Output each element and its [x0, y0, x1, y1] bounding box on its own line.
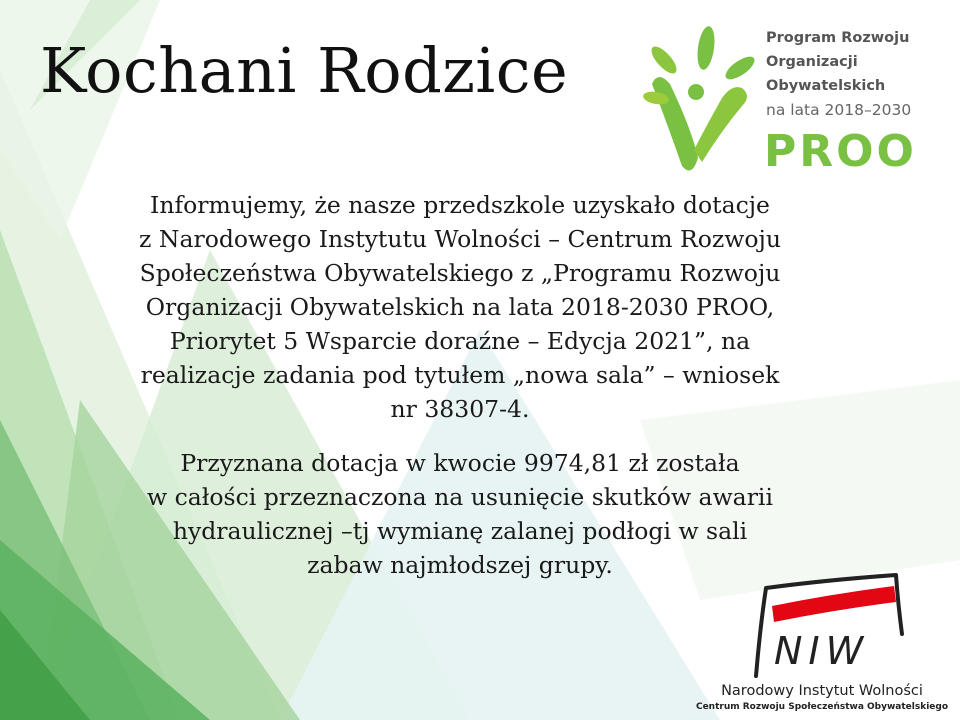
paragraph-1-line: Społeczeństwa Obywatelskiego z „Programu Rozwoju [139, 259, 781, 287]
niw-caption-main: Narodowy Instytut Wolności [721, 683, 923, 699]
paragraph-1-line: z Narodowego Instytutu Wolności – Centrum Rozwoju [139, 225, 781, 253]
paragraph-2-line: Przyznana dotacja w kwocie 9974,81 zł została [180, 449, 740, 477]
paragraph-1-line: Organizacji Obywatelskich na lata 2018-2030 PROO, [145, 293, 775, 321]
page-title: Kochani Rodzice [40, 34, 569, 107]
paragraph-1-line: realizacje zadania pod tytułem „nowa sala” – wniosek [140, 361, 780, 389]
proo-logo-word: PROO [764, 126, 917, 177]
green-flower-logo-icon [636, 26, 756, 176]
proo-logo-line-2: Organizacji [766, 54, 858, 70]
proo-logo-line-4: na lata 2018–2030 [766, 101, 912, 119]
paragraph-1-line: Priorytet 5 Wsparcie doraźne – Edycja 2021”, na [169, 327, 751, 355]
paragraph-2-line: zabaw najmłodszej grupy. [307, 551, 613, 579]
announcement-paragraph-2 [30, 446, 890, 582]
announcement-paragraph-1 [30, 188, 890, 426]
paragraph-2-line: w całości przeznaczona na usunięcie skutków awarii [147, 483, 773, 511]
paragraph-1-line: Informujemy, że nasze przedszkole uzyskało dotacje [150, 191, 770, 219]
proo-logo-line-1: Program Rozwoju [766, 30, 910, 46]
paragraph-1-line: nr 38307-4. [390, 395, 530, 423]
proo-logo-line-3: Obywatelskich [766, 78, 886, 94]
niw-mark-text: NIW [774, 629, 870, 673]
niw-flag-logo-icon [736, 572, 908, 680]
paragraph-2-line: hydraulicznej –tj wymianę zalanej podłogi w sali [172, 517, 748, 545]
niw-flag-red-stripe [772, 586, 896, 622]
niw-caption-sub: Centrum Rozwoju Społeczeństwa Obywatelskiego [695, 702, 949, 712]
